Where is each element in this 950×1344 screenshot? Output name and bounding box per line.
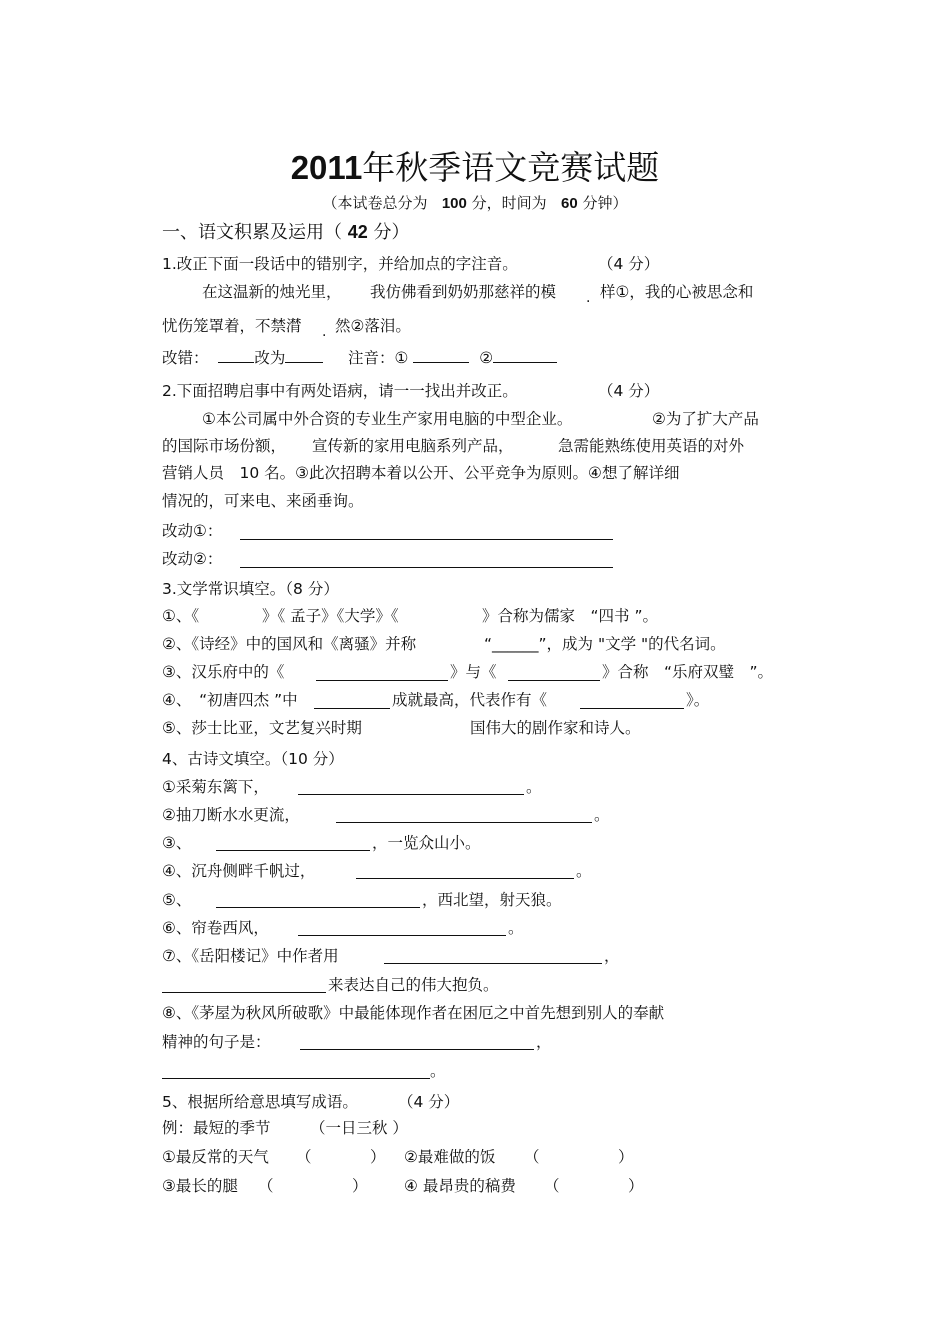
q1-passage: 样①，我的心被思念和 bbox=[600, 283, 754, 301]
answer-blank[interactable] bbox=[162, 1064, 430, 1079]
answer-blank[interactable] bbox=[336, 808, 592, 823]
q4-item: ②抽刀断水水更流， bbox=[162, 806, 300, 824]
emphasis-dot: · bbox=[586, 294, 591, 310]
question-2-points: （4 分） bbox=[598, 382, 660, 400]
q3-item: 成就最高，代表作有《 bbox=[392, 691, 548, 709]
label: 改动①： bbox=[162, 522, 223, 540]
q3-item: ②、《诗经》中的国风和《离骚》并称 bbox=[162, 635, 417, 653]
paren: （ bbox=[258, 1177, 274, 1195]
q5-item: ②最难做的饭 bbox=[404, 1148, 496, 1166]
q2-fix-2 bbox=[162, 549, 222, 569]
paren: （ bbox=[296, 1148, 312, 1166]
emphasis-dot: · bbox=[322, 328, 327, 344]
answer-blank[interactable] bbox=[384, 949, 602, 964]
q1-passage: 在这温新的烛光里， bbox=[202, 283, 342, 301]
answer-blank[interactable] bbox=[216, 893, 420, 908]
paren: ） bbox=[370, 1148, 386, 1166]
q4-item: ，西北望，射天狼。 bbox=[422, 891, 562, 909]
q3-item: 》合称为儒家 “四书 ”。 bbox=[482, 607, 658, 625]
q3-item: “______”，成为 "文学 "的代名词。 bbox=[484, 635, 726, 653]
q4-item: ①采菊东篱下， bbox=[162, 778, 269, 796]
paren: （ bbox=[544, 1177, 560, 1195]
punctuation: ， bbox=[604, 947, 620, 965]
q2-fix-1 bbox=[162, 521, 222, 541]
paren: ） bbox=[628, 1177, 644, 1195]
title-year: 2011 bbox=[290, 149, 363, 186]
answer-blank[interactable] bbox=[216, 836, 370, 851]
subtitle-text: 分钟） bbox=[582, 194, 628, 212]
answer-blank[interactable] bbox=[162, 978, 326, 993]
q3-item: 》合称 “乐府双璧 ”。 bbox=[602, 663, 774, 681]
answer-blank[interactable] bbox=[240, 525, 613, 540]
punctuation: 。 bbox=[594, 806, 610, 824]
q1-passage: 我仿佛看到奶奶那慈祥的模 bbox=[370, 283, 557, 301]
question-1-heading: 1.改正下面一段话中的错别字，并给加点的字注音。 bbox=[162, 255, 518, 273]
q4-item: ⑦、《岳阳楼记》中作者用 bbox=[162, 947, 339, 965]
title-text: 年秋季语文竞赛试题 bbox=[362, 148, 660, 187]
question-2-heading: 2.下面招聘启事中有两处语病，请一一找出并改正。 bbox=[162, 382, 518, 400]
answer-blank[interactable] bbox=[285, 348, 323, 363]
q2-passage: 情况的，可来电、来函垂询。 bbox=[162, 492, 364, 510]
section-score: 42 bbox=[347, 222, 368, 242]
total-score: 100 bbox=[441, 195, 467, 212]
answer-blank[interactable] bbox=[356, 864, 574, 879]
q4-item: 精神的句子是： bbox=[162, 1033, 271, 1051]
q2-passage: 的国际市场份额， bbox=[162, 437, 287, 455]
question-4-heading: 4、古诗文填空。（10 分） bbox=[162, 750, 344, 768]
q4-item: ④、沉舟侧畔千帆过， bbox=[162, 862, 316, 880]
q4-item: ③、 bbox=[162, 834, 192, 852]
q5-item: ①最反常的天气 bbox=[162, 1148, 269, 1166]
q4-item: ⑤、 bbox=[162, 891, 192, 909]
q5-item: ③最长的腿 bbox=[162, 1177, 238, 1195]
answer-blank[interactable] bbox=[314, 694, 390, 709]
q3-item: ①、《 bbox=[162, 607, 200, 625]
punctuation: 。 bbox=[430, 1062, 446, 1080]
answer-blank[interactable] bbox=[298, 921, 506, 936]
q1-passage: 忧伤笼罩着，不禁潸 bbox=[162, 317, 302, 335]
q3-item: ④、 “初唐四杰 ”中 bbox=[162, 691, 298, 709]
q4-item: ，一览众山小。 bbox=[372, 834, 481, 852]
q3-item: 国伟大的剧作家和诗人。 bbox=[470, 719, 641, 737]
label: 改错： bbox=[162, 349, 209, 367]
punctuation: 。 bbox=[576, 862, 592, 880]
q5-example-answer: （一日三秋 ） bbox=[310, 1119, 408, 1137]
subtitle-text: 分，时间为 bbox=[471, 194, 547, 212]
section-text: 一、语文积累及运用（ bbox=[162, 222, 342, 243]
q2-passage: 营销人员 10 名。③此次招聘本着以公开、公平竞争为原则。④想了解详细 bbox=[162, 464, 680, 482]
paren: （ bbox=[524, 1148, 540, 1166]
q3-item: ③、汉乐府中的《 bbox=[162, 663, 285, 681]
answer-blank[interactable] bbox=[218, 348, 254, 363]
question-5-heading: 5、根据所给意思填写成语。 bbox=[162, 1093, 358, 1111]
label: 注音：① bbox=[348, 349, 409, 367]
question-3-heading: 3.文学常识填空。（8 分） bbox=[162, 580, 339, 598]
q2-passage: ①本公司属中外合资的专业生产家用电脑的中型企业。 bbox=[202, 410, 573, 428]
q1-passage: 然②落泪。 bbox=[335, 317, 411, 335]
q3-item: 》。 bbox=[686, 691, 710, 709]
label: 改动②： bbox=[162, 550, 223, 568]
q1-answer-row bbox=[162, 348, 557, 368]
q5-example: 例：最短的季节 bbox=[162, 1119, 271, 1137]
q5-item: ④ 最昂贵的稿费 bbox=[404, 1177, 516, 1195]
label: 改为 bbox=[254, 349, 286, 367]
punctuation: 。 bbox=[526, 778, 542, 796]
q4-item: 来表达自己的伟大抱负。 bbox=[328, 976, 499, 994]
label: ② bbox=[479, 349, 494, 367]
q3-item: 》与《 bbox=[450, 663, 497, 681]
punctuation: 。 bbox=[508, 919, 524, 937]
q2-passage: 急需能熟练使用英语的对外 bbox=[558, 437, 745, 455]
section-heading bbox=[162, 220, 410, 245]
page-title bbox=[0, 146, 950, 190]
answer-blank[interactable] bbox=[508, 666, 600, 681]
q4-item: ⑥、帘卷西风， bbox=[162, 919, 269, 937]
answer-blank[interactable] bbox=[413, 348, 469, 363]
question-5-points: （4 分） bbox=[398, 1093, 460, 1111]
answer-blank[interactable] bbox=[316, 666, 448, 681]
time-limit: 60 bbox=[560, 195, 578, 212]
paren: ） bbox=[618, 1148, 634, 1166]
q2-passage: ②为了扩大产品 bbox=[652, 410, 759, 428]
answer-blank[interactable] bbox=[300, 1035, 534, 1050]
q3-item: ⑤、莎士比亚，文艺复兴时期 bbox=[162, 719, 362, 737]
paren: ） bbox=[352, 1177, 368, 1195]
subtitle-text: （本试卷总分为 bbox=[322, 194, 428, 212]
answer-blank[interactable] bbox=[493, 348, 557, 363]
q2-passage: 宣传新的家用电脑系列产品， bbox=[312, 437, 514, 455]
punctuation: ， bbox=[536, 1033, 552, 1051]
q4-item: ⑧、《茅屋为秋风所破歌》中最能体现作者在困厄之中首先想到别人的奉献 bbox=[162, 1004, 665, 1022]
subtitle bbox=[0, 192, 950, 213]
section-text: 分） bbox=[373, 222, 410, 243]
q3-item: 》《 孟子》《大学》《 bbox=[262, 607, 399, 625]
answer-blank[interactable] bbox=[240, 553, 613, 568]
answer-blank[interactable] bbox=[580, 694, 684, 709]
question-1-points: （4 分） bbox=[598, 255, 660, 273]
answer-blank[interactable] bbox=[298, 780, 524, 795]
